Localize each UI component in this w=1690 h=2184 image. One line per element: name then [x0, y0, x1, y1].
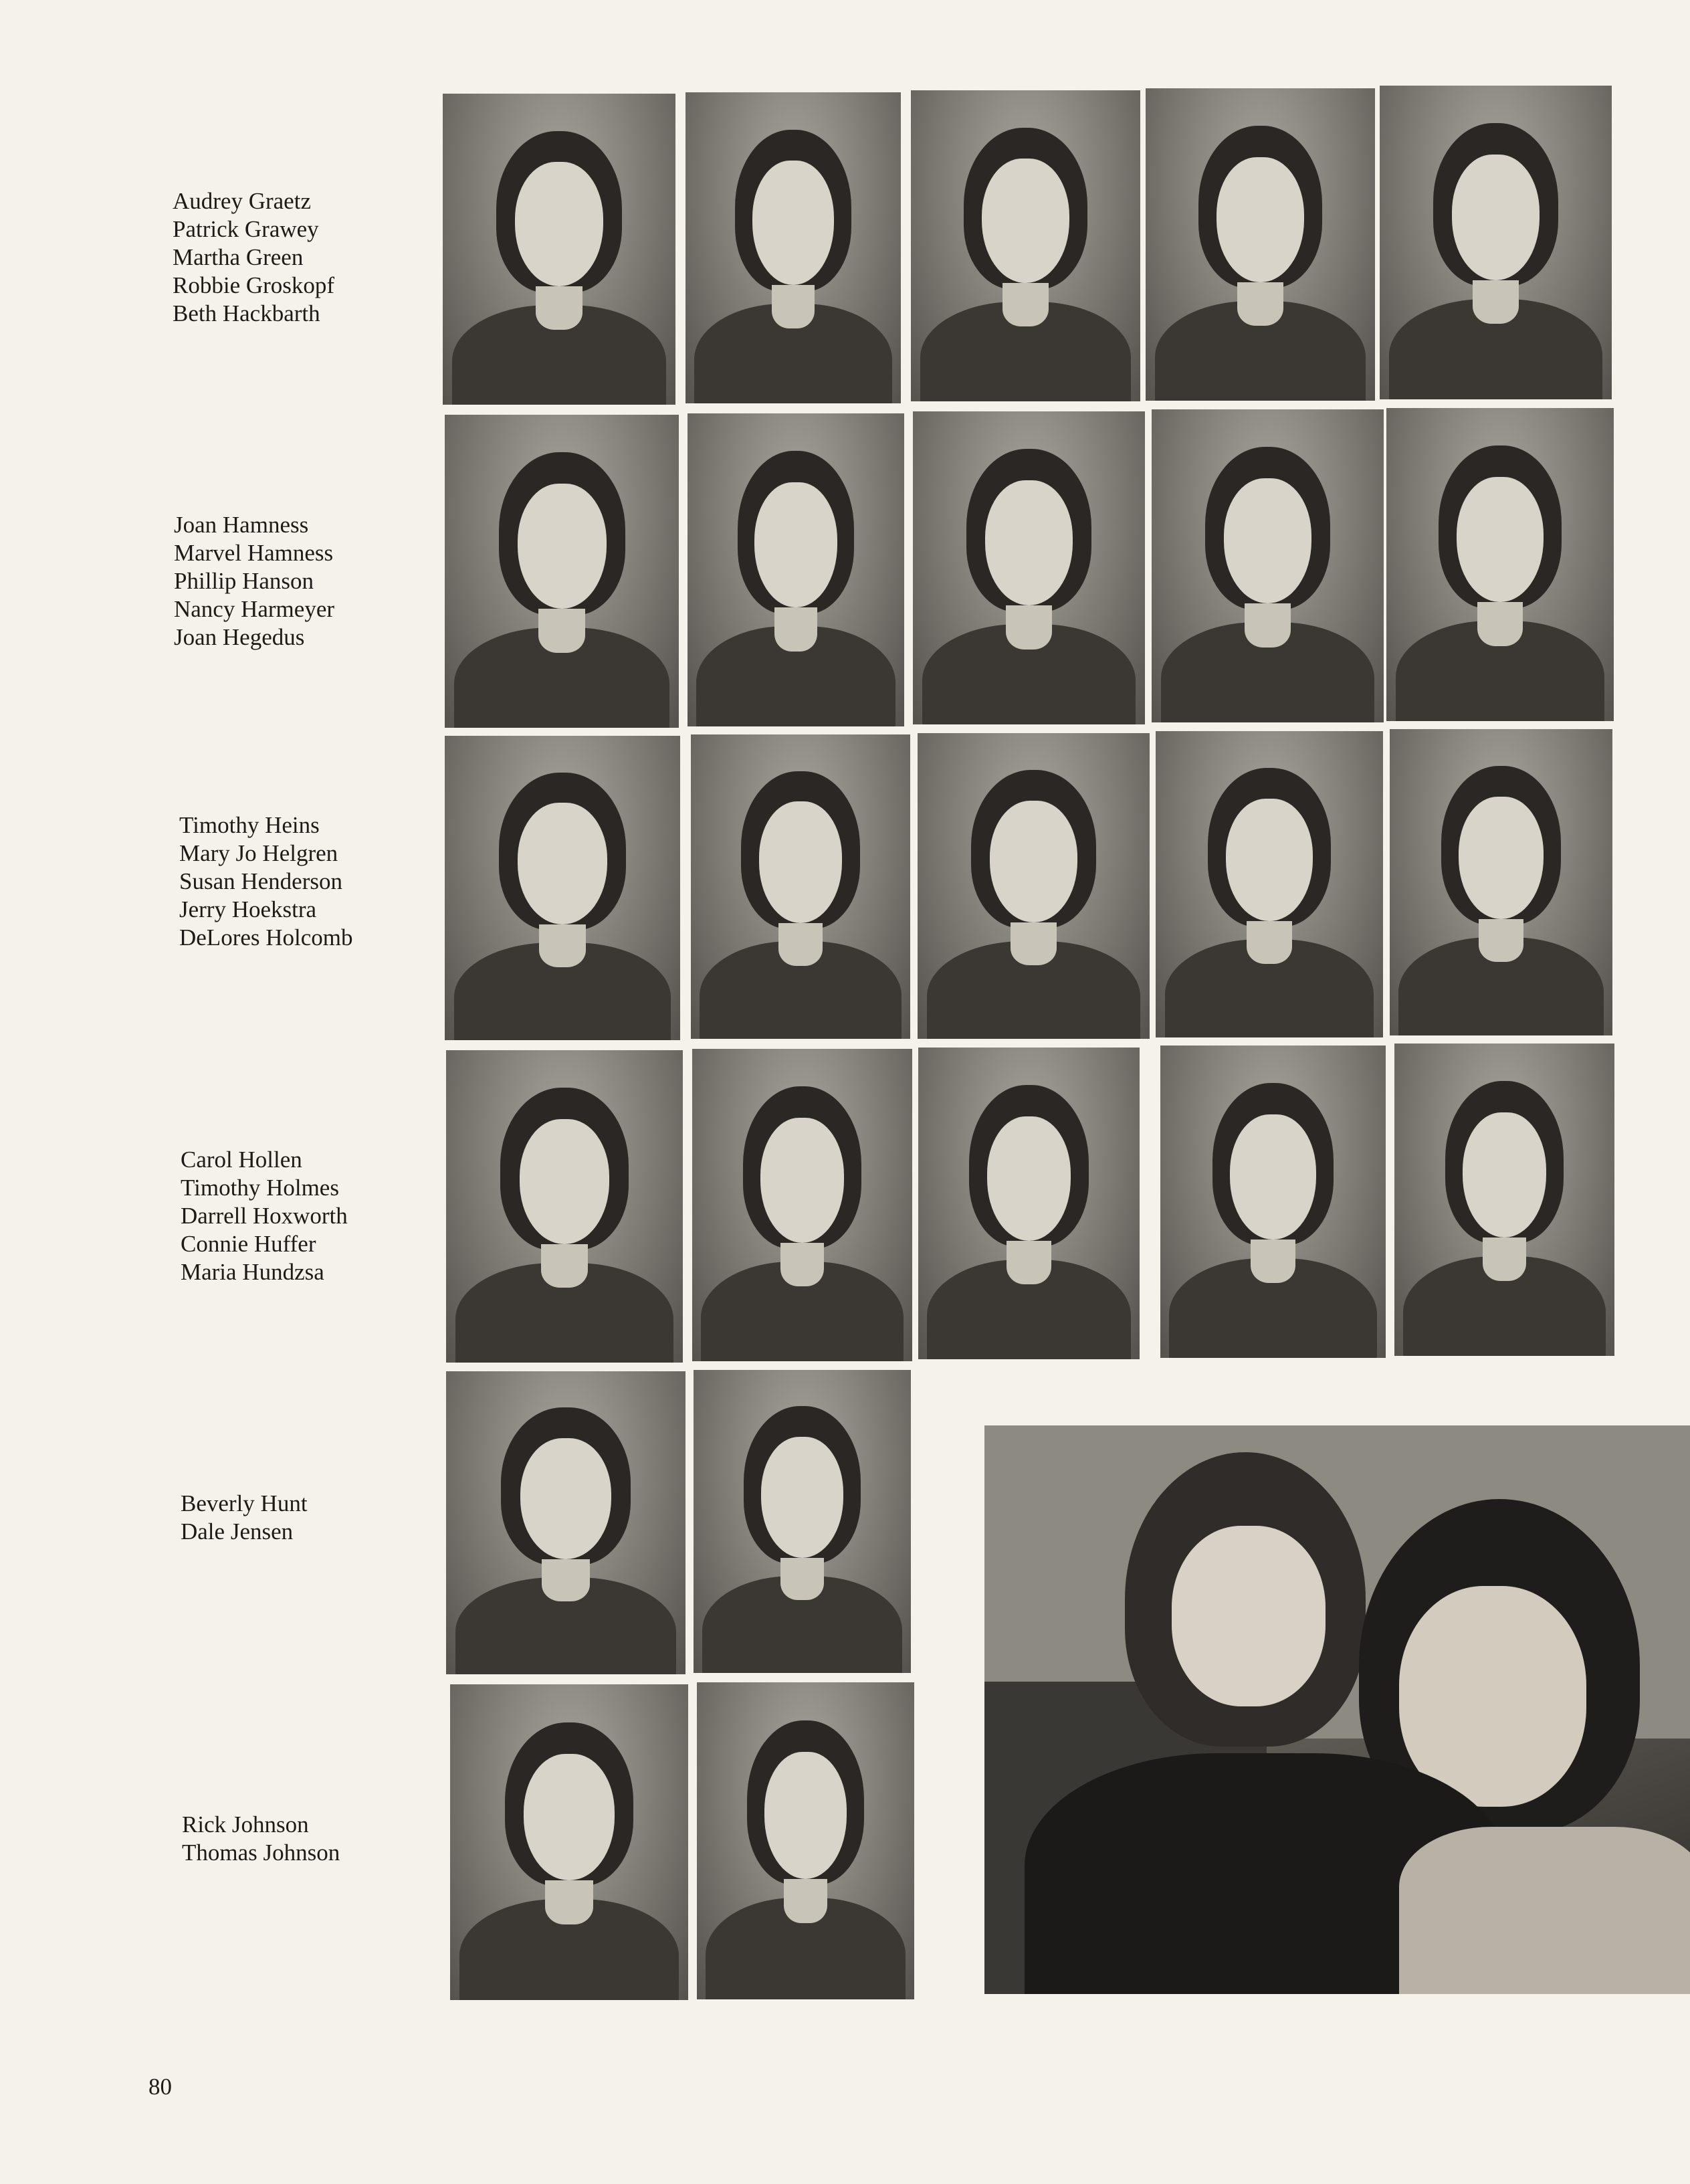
student-name: Beth Hackbarth	[173, 300, 320, 326]
candid-photo	[984, 1425, 1690, 1994]
portrait-photo	[1380, 86, 1612, 399]
student-name: Robbie Groskopf	[173, 272, 335, 298]
student-name: Maria Hundzsa	[181, 1259, 324, 1285]
portrait-photo	[918, 733, 1150, 1039]
portrait-photo	[688, 413, 904, 726]
student-name: Patrick Grawey	[173, 216, 319, 242]
student-name: Joan Hegedus	[174, 624, 305, 650]
portrait-photo	[1156, 731, 1383, 1037]
portrait-photo	[685, 92, 901, 403]
student-name: Marvel Hamness	[174, 540, 334, 566]
student-name: Connie Huffer	[181, 1231, 316, 1257]
portrait-photo	[1386, 408, 1614, 721]
student-name: Mary Jo Helgren	[179, 840, 338, 866]
student-name: Dale Jensen	[181, 1518, 294, 1545]
student-name: Phillip Hanson	[174, 568, 314, 594]
portrait-photo	[446, 1050, 683, 1363]
portrait-photo	[1146, 88, 1375, 401]
portrait-photo	[697, 1682, 914, 1999]
student-name: DeLores Holcomb	[179, 924, 353, 951]
names-row-4	[181, 1146, 348, 1286]
portrait-photo	[1152, 409, 1384, 722]
portrait-photo	[1160, 1046, 1386, 1358]
student-name: Carol Hollen	[181, 1147, 302, 1173]
names-row-3	[179, 811, 353, 952]
student-name: Timothy Holmes	[181, 1175, 339, 1201]
student-name: Timothy Heins	[179, 812, 320, 838]
names-row-6	[182, 1811, 340, 1867]
names-row-1	[173, 187, 334, 328]
student-name: Darrell Hoxworth	[181, 1203, 348, 1229]
portrait-photo	[913, 411, 1145, 724]
names-row-5	[181, 1490, 308, 1546]
portrait-photo	[445, 415, 679, 728]
student-name: Joan Hamness	[174, 512, 309, 538]
student-name: Beverly Hunt	[181, 1490, 308, 1516]
portrait-photo	[446, 1371, 685, 1674]
student-name: Susan Henderson	[179, 868, 342, 894]
names-row-2	[174, 511, 334, 652]
portrait-photo	[450, 1684, 688, 2000]
student-name: Audrey Graetz	[173, 188, 311, 214]
portrait-photo	[1390, 729, 1612, 1035]
student-name: Jerry Hoekstra	[179, 896, 317, 922]
student-name: Martha Green	[173, 244, 304, 270]
portrait-photo	[445, 736, 680, 1040]
portrait-photo	[911, 90, 1140, 401]
student-name: Thomas Johnson	[182, 1840, 340, 1866]
portrait-photo	[443, 94, 675, 405]
portrait-photo	[1394, 1044, 1614, 1356]
portrait-photo	[692, 1049, 912, 1361]
student-name: Nancy Harmeyer	[174, 596, 335, 622]
page-number: 80	[148, 2074, 172, 2100]
portrait-photo	[691, 734, 910, 1039]
portrait-photo	[918, 1048, 1140, 1359]
student-name: Rick Johnson	[182, 1811, 309, 1838]
portrait-photo	[694, 1370, 911, 1673]
